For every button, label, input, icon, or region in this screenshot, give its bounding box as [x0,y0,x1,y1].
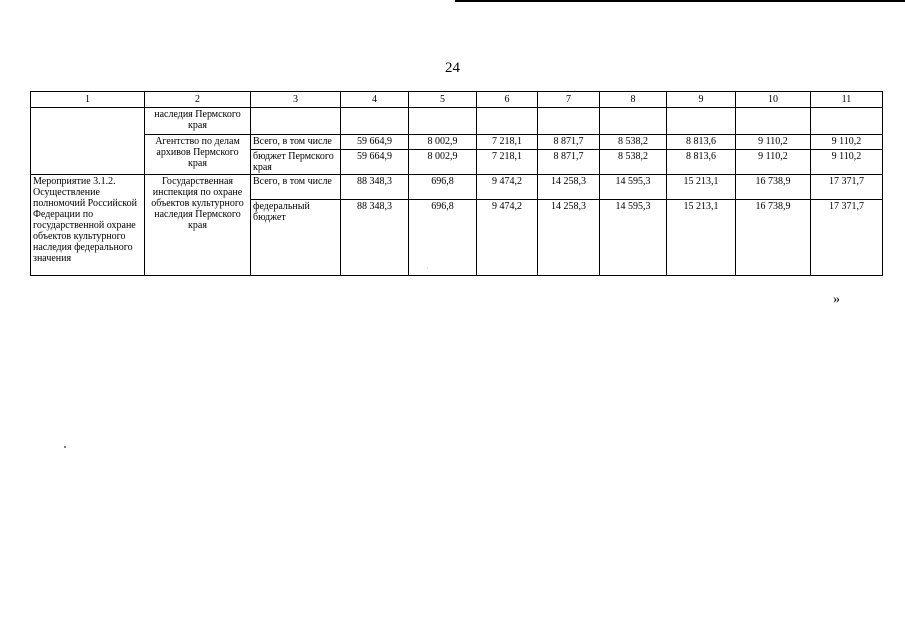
value-cell: 16 738,9 [736,175,811,200]
value-cell: 15 213,1 [667,175,736,200]
value-cell: 8 871,7 [538,135,600,150]
scan-speck [64,446,66,448]
value-cell: 14 595,3 [600,200,667,276]
value-cell: 8 813,6 [667,150,736,175]
value-cell: 8 002,9 [409,150,477,175]
value-cell: 17 371,7 [811,200,883,276]
value-cell-empty [600,108,667,135]
value-cell: 15 213,1 [667,200,736,276]
value-cell-empty [538,108,600,135]
source-cell: Всего, в том числе [251,175,341,200]
value-cell: 88 348,3 [341,200,409,276]
value-cell: 9 474,2 [477,175,538,200]
value-cell-empty [667,108,736,135]
value-cell: 14 258,3 [538,200,600,276]
column-header: 10 [736,92,811,108]
executor-cell: Агентство по делам архивов Пермского края [145,135,251,175]
source-cell-empty [251,108,341,135]
top-border-line [455,0,905,2]
value-cell-empty [477,108,538,135]
value-cell: 8 002,9 [409,135,477,150]
value-cell: 9 110,2 [736,150,811,175]
value-cell: 8 871,7 [538,150,600,175]
table-row [31,135,883,150]
closing-quote-mark: » [833,292,840,307]
column-header: 9 [667,92,736,108]
table-row-continuation [31,108,883,135]
value-cell-empty [736,108,811,135]
value-cell: 9 110,2 [811,135,883,150]
value-cell: 8 538,2 [600,150,667,175]
source-cell: бюджет Пермского края [251,150,341,175]
value-cell-empty [341,108,409,135]
activity-cell-empty [31,108,145,175]
budget-table [30,91,883,276]
value-cell: 59 664,9 [341,150,409,175]
value-cell: 7 218,1 [477,150,538,175]
column-header: 1 [31,92,145,108]
column-header: 11 [811,92,883,108]
column-header: 3 [251,92,341,108]
column-header: 8 [600,92,667,108]
value-cell: 14 258,3 [538,175,600,200]
value-cell: 9 110,2 [811,150,883,175]
value-cell: 14 595,3 [600,175,667,200]
column-header: 7 [538,92,600,108]
value-cell: 88 348,3 [341,175,409,200]
value-cell-empty [409,108,477,135]
scan-speck [427,267,428,268]
executor-cell: Государственная инспекция по охране объектов культурного наследия Пермского края [145,175,251,276]
value-cell: 7 218,1 [477,135,538,150]
column-header: 5 [409,92,477,108]
value-cell: 8 813,6 [667,135,736,150]
value-cell: 59 664,9 [341,135,409,150]
column-header: 6 [477,92,538,108]
source-cell: Всего, в том числе [251,135,341,150]
table-row [31,175,883,200]
value-cell: 17 371,7 [811,175,883,200]
column-header: 4 [341,92,409,108]
activity-cell: Мероприятие 3.1.2. Осуществление полномочий Российской Федерации по государственной охране объектов культурного наследия федерального значения [31,175,145,276]
executor-cell: наследия Пермского края [145,108,251,135]
source-cell: федеральный бюджет [251,200,341,276]
column-number-header-row [31,92,883,108]
value-cell: 696,8 [409,175,477,200]
value-cell: 8 538,2 [600,135,667,150]
value-cell: 9 110,2 [736,135,811,150]
value-cell-empty [811,108,883,135]
page-number: 24 [445,60,460,76]
value-cell: 696,8 [409,200,477,276]
value-cell: 16 738,9 [736,200,811,276]
value-cell: 9 474,2 [477,200,538,276]
column-header: 2 [145,92,251,108]
